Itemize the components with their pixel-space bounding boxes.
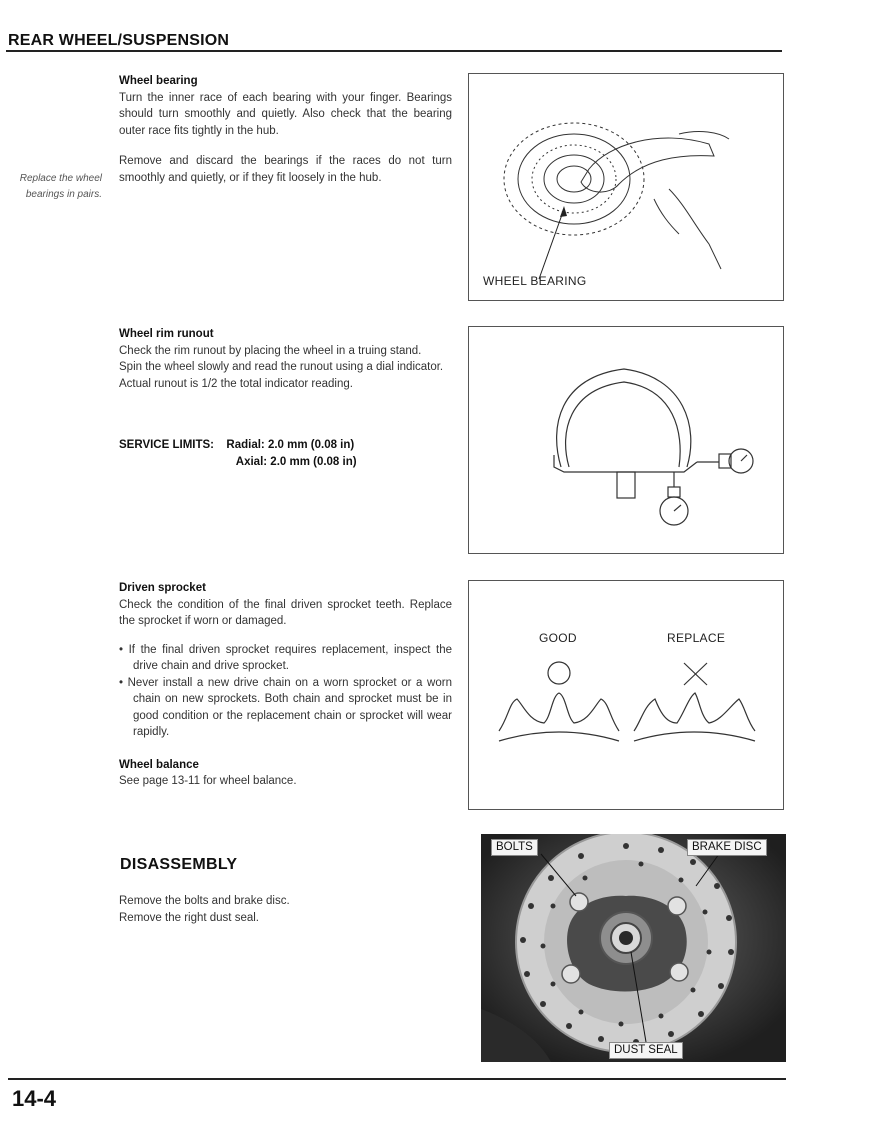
brake-disc-callout: BRAKE DISC xyxy=(687,839,767,856)
page-number: 14-4 xyxy=(12,1086,57,1111)
replace-label: REPLACE xyxy=(667,631,726,645)
wheel-bearing-paragraph-1: Turn the inner race of each bearing with your finger. Bearings should turn smoothly and quietly. Also check that the bearing outer race fits tightly in the hub. xyxy=(119,91,452,137)
good-label: GOOD xyxy=(539,631,577,645)
dust-seal-callout: DUST SEAL xyxy=(609,1042,683,1059)
driven-sprocket-bullet-2: • Never install a new drive chain on a worn sprocket or a worn chain on new sprockets. Both chain and sprocket must be in good condition or the replacement chain or sprocket will wear rapidly. xyxy=(119,676,452,738)
rim-runout-paragraph-2: Spin the wheel slowly and read the runout using a dial indicator. xyxy=(119,361,444,373)
brake-disc-photo xyxy=(481,834,786,1062)
rim-runout-heading: Wheel rim runout xyxy=(119,328,214,340)
service-limits xyxy=(119,437,357,471)
footer-divider xyxy=(8,1078,786,1080)
wheel-bearing-heading: Wheel bearing xyxy=(119,75,198,87)
wheel-balance-paragraph: See page 13-11 for wheel balance. xyxy=(119,775,297,787)
disassembly-title: DISASSEMBLY xyxy=(120,856,238,873)
disassembly-paragraph-2: Remove the right dust seal. xyxy=(119,911,259,924)
sprocket-teeth-illustration xyxy=(469,581,783,809)
rim-runout-paragraph-3: Actual runout is 1/2 the total indicator reading. xyxy=(119,377,353,390)
service-limits-label: SERVICE LIMITS: xyxy=(119,439,214,451)
sprocket-figure xyxy=(468,580,784,810)
disassembly-section xyxy=(119,893,452,926)
page-header-title: REAR WHEEL/SUSPENSION xyxy=(8,32,230,49)
rim-runout-paragraph-1: Check the rim runout by placing the wheel in a truing stand. xyxy=(119,344,422,357)
rim-runout-section xyxy=(119,326,452,392)
side-note: Replace the wheel bearings in pairs. xyxy=(19,173,102,200)
bolts-callout: BOLTS xyxy=(491,839,538,856)
wheel-bearing-illustration xyxy=(469,74,783,300)
driven-sprocket-bullet-1: • If the final driven sprocket requires replacement, inspect the drive chain and drive sprocket. xyxy=(119,643,452,672)
disassembly-paragraph-1: Remove the bolts and brake disc. xyxy=(119,895,290,907)
brake-disc-photo-image xyxy=(481,834,786,1062)
driven-sprocket-paragraph: Check the condition of the final driven sprocket teeth. Replace the sprocket if worn or damaged. xyxy=(119,598,452,627)
wheel-balance-heading: Wheel balance xyxy=(119,758,199,771)
rim-runout-illustration xyxy=(469,327,783,553)
driven-sprocket-section xyxy=(119,580,452,790)
driven-sprocket-heading: Driven sprocket xyxy=(119,582,206,594)
wheel-bearing-label: WHEEL BEARING xyxy=(483,274,587,288)
header-divider xyxy=(6,50,782,52)
service-limit-axial: Axial: 2.0 mm (0.08 in) xyxy=(235,456,357,468)
wheel-bearing-section xyxy=(119,73,452,186)
wheel-bearing-figure xyxy=(468,73,784,301)
wheel-bearing-paragraph-2: Remove and discard the bearings if the races do not turn smoothly and quietly, or if they fit loosely in the hub. xyxy=(119,155,452,184)
service-limit-radial: Radial: 2.0 mm (0.08 in) xyxy=(226,439,355,451)
rim-runout-figure xyxy=(468,326,784,554)
